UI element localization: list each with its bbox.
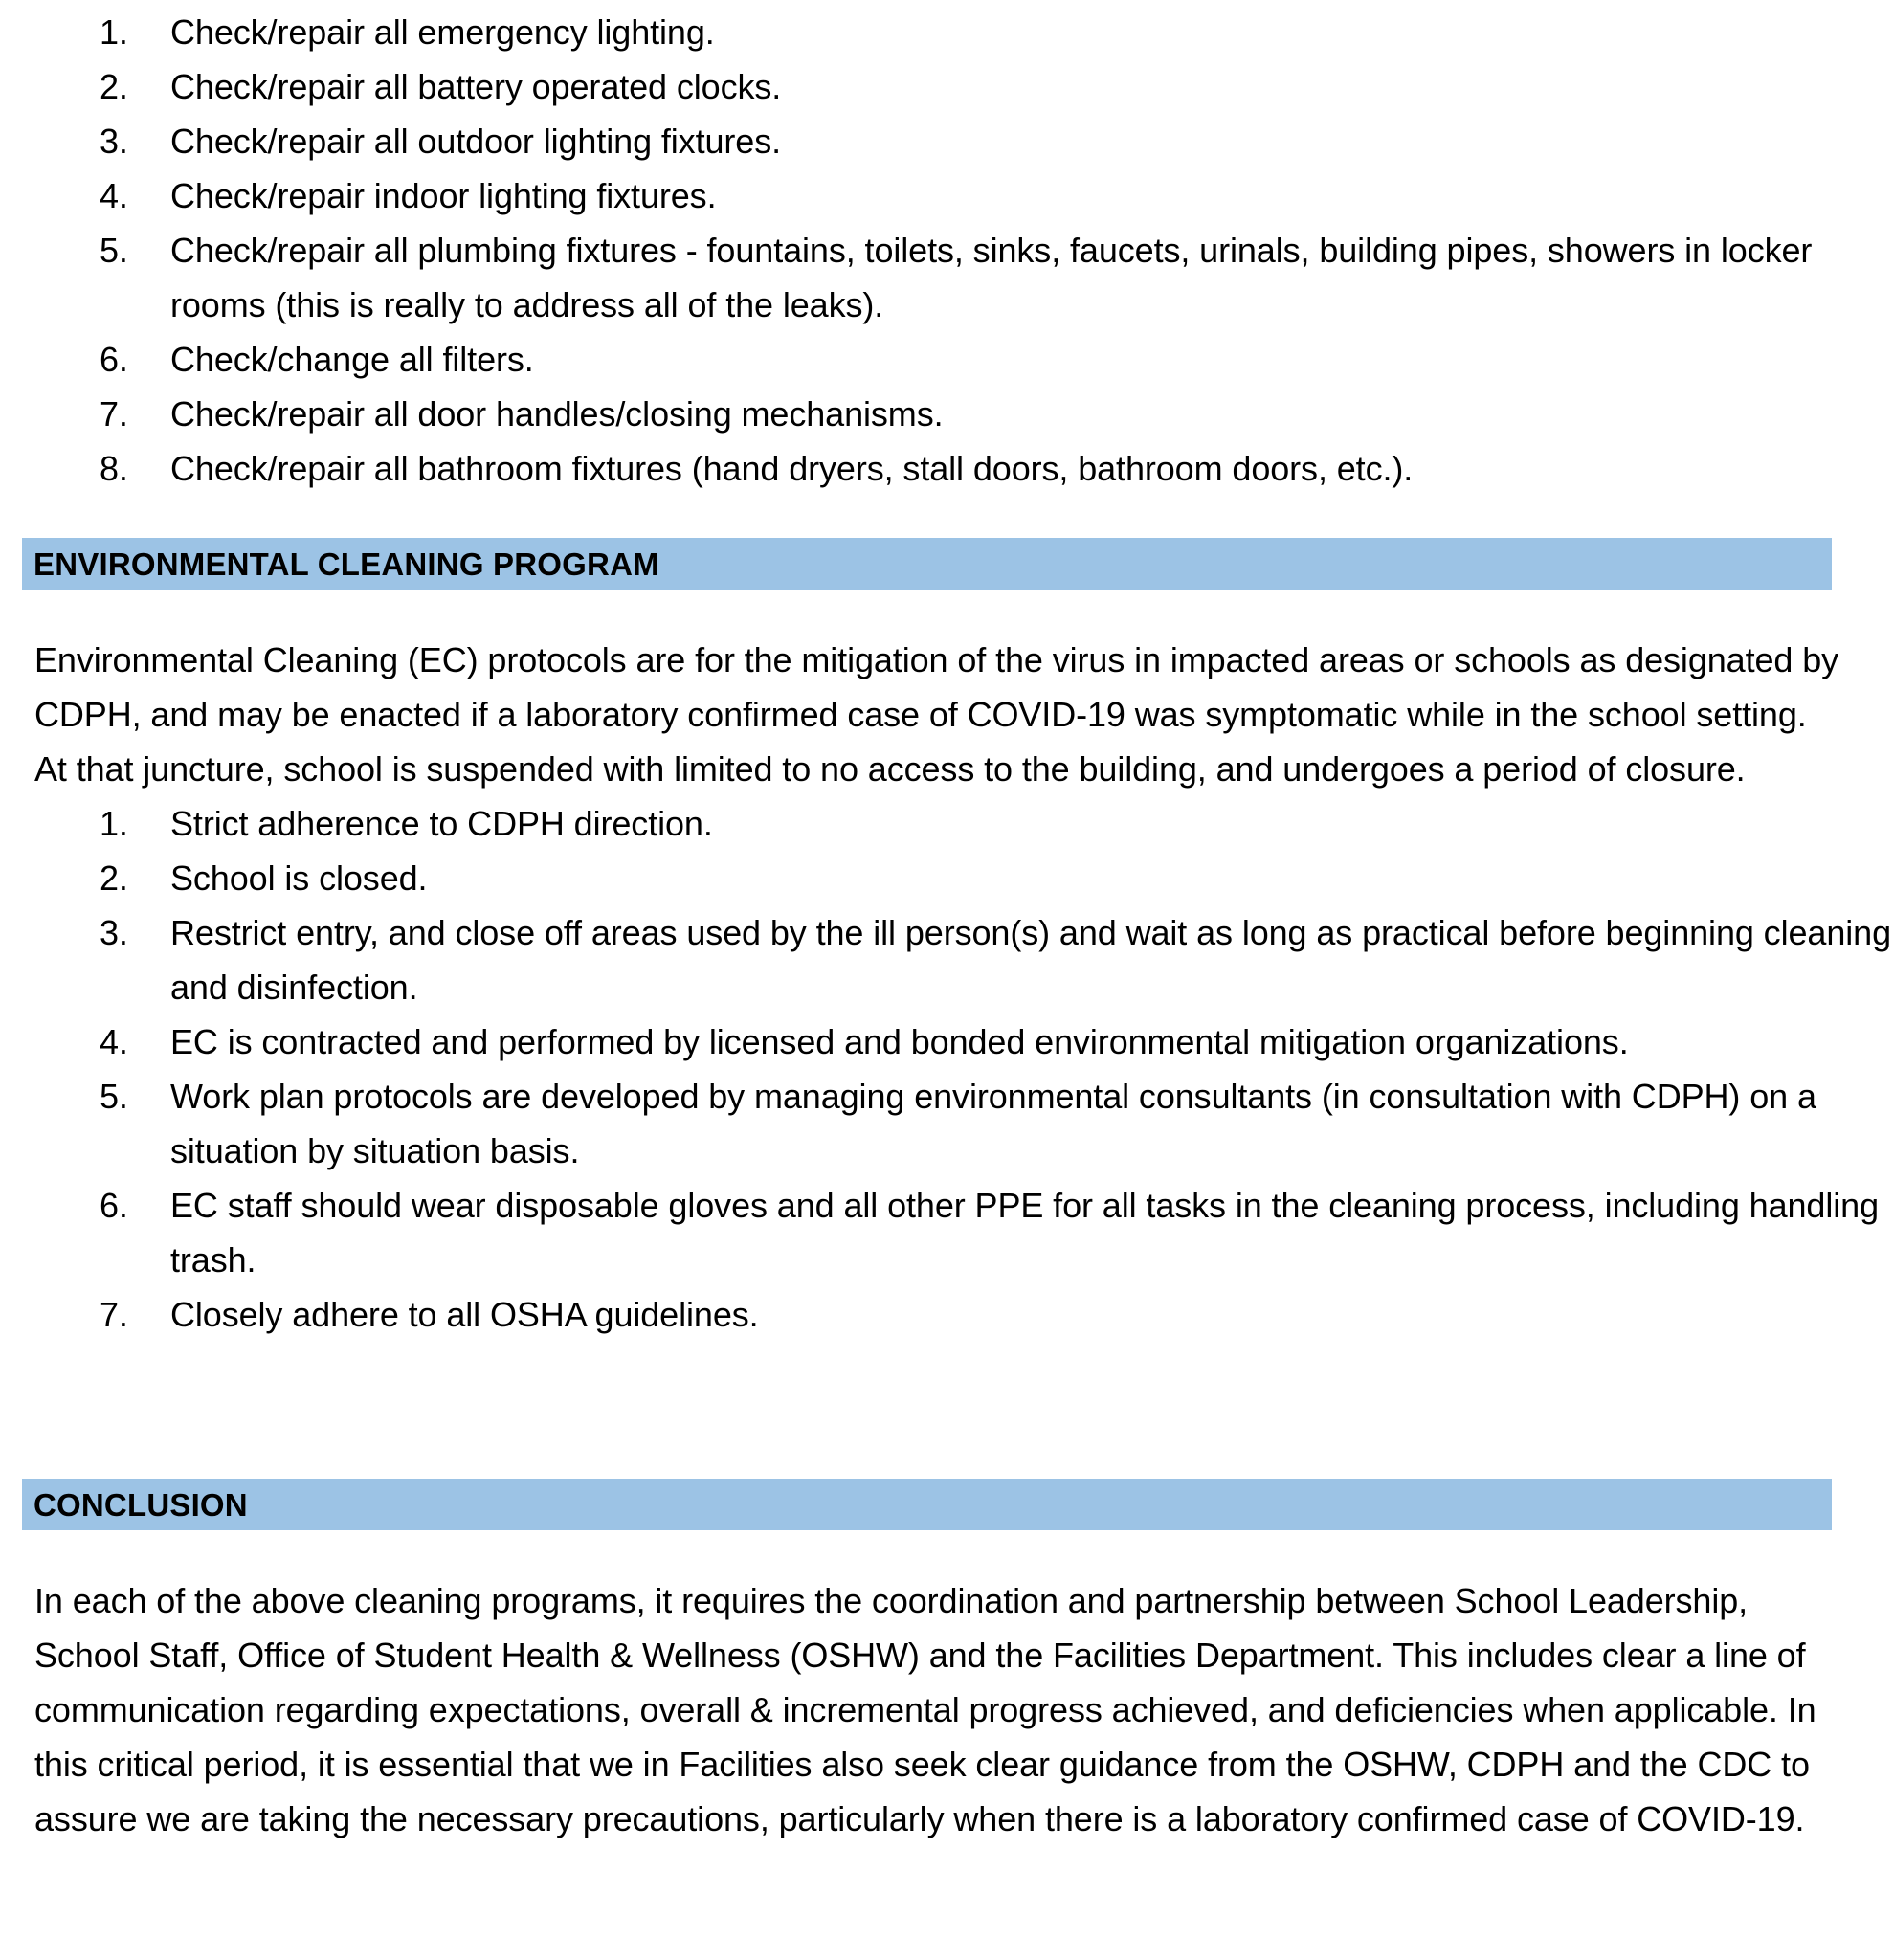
list-item-text: Check/repair all emergency lighting.	[170, 12, 715, 52]
list-marker: 6.	[100, 1186, 128, 1225]
list-item-text: Strict adherence to CDPH direction.	[170, 804, 713, 843]
list-marker: 5.	[100, 1077, 128, 1116]
list-marker: 1.	[100, 12, 128, 52]
list-item-text: Check/repair all door handles/closing mechanisms.	[170, 394, 944, 434]
list-item-text: EC is contracted and performed by licensed and bonded environmental mitigation organizations.	[170, 1022, 1629, 1061]
list-item	[0, 796, 1894, 851]
list-marker: 3.	[100, 913, 128, 952]
list-item	[0, 905, 1894, 1014]
section-heading-label: CONCLUSION	[33, 1486, 248, 1523]
list-marker: 5.	[100, 231, 128, 270]
list-item	[0, 851, 1894, 905]
section-heading-conclusion	[22, 1479, 1832, 1530]
list-item-text: Check/repair all bathroom fixtures (hand dryers, stall doors, bathroom doors, etc.).	[170, 449, 1414, 488]
list-item	[0, 441, 1894, 496]
list-marker: 8.	[100, 449, 128, 488]
list-item	[0, 114, 1894, 168]
list-item	[0, 1178, 1894, 1287]
list-item-text: EC staff should wear disposable gloves and all other PPE for all tasks in the cleaning process, including handling trash.	[170, 1186, 1879, 1280]
list-item-text: School is closed.	[170, 858, 428, 898]
list-item	[0, 59, 1894, 114]
list-marker: 2.	[100, 67, 128, 106]
list-marker: 4.	[100, 1022, 128, 1061]
list-item-text: Check/repair all outdoor lighting fixtures.	[170, 122, 782, 161]
list-item-text: Check/repair indoor lighting fixtures.	[170, 176, 717, 215]
list-marker: 3.	[100, 122, 128, 161]
maintenance-checklist	[0, 0, 1894, 496]
list-marker: 4.	[100, 176, 128, 215]
section-heading-label: ENVIRONMENTAL CLEANING PROGRAM	[33, 546, 659, 582]
list-marker: 7.	[100, 394, 128, 434]
environmental-cleaning-intro-paragraph: Environmental Cleaning (EC) protocols are for the mitigation of the virus in impacted areas or schools as designated by CDPH, and may be enacted if a laboratory confirmed case of COVID-19 was symptomatic while in the school setting. At that juncture, school is suspended with limited to no access to the building, and undergoes a period of closure.	[34, 640, 1839, 789]
list-item-text: Restrict entry, and close off areas used by the ill person(s) and wait as long as practical before beginning cleaning and disinfection.	[170, 913, 1891, 1007]
list-item	[0, 1014, 1894, 1069]
list-item-text: Closely adhere to all OSHA guidelines.	[170, 1295, 759, 1334]
list-item-text: Check/change all filters.	[170, 340, 534, 379]
environmental-cleaning-list	[0, 796, 1894, 1342]
list-item-text: Check/repair all battery operated clocks.	[170, 67, 782, 106]
list-item	[0, 168, 1894, 223]
maintenance-checklist-list	[0, 5, 1894, 496]
list-item	[0, 1069, 1894, 1178]
conclusion-paragraph: In each of the above cleaning programs, it requires the coordination and partnership between School Leadership, School Staff, Office of Student Health & Wellness (OSHW) and the Facilities Department. This includes clear a line of communication regarding expectations, overall & incremental progress achieved, and deficiencies when applicable. In this critical period, it is essential that we in Facilities also seek clear guidance from the OSHW, CDPH and the CDC to assure we are taking the necessary precautions, particularly when there is a laboratory confirmed case of COVID-19.	[34, 1581, 1816, 1838]
spacer	[0, 1342, 1894, 1479]
list-marker: 1.	[100, 804, 128, 843]
spacer	[0, 496, 1894, 538]
spacer	[0, 590, 1894, 633]
list-item	[0, 387, 1894, 441]
list-item	[0, 5, 1894, 59]
list-item-text: Work plan protocols are developed by managing environmental consultants (in consultation with CDPH) on a situation by situation basis.	[170, 1077, 1816, 1170]
list-item	[0, 1287, 1894, 1342]
list-item-text: Check/repair all plumbing fixtures - fountains, toilets, sinks, faucets, urinals, building pipes, showers in locker rooms (this is really to address all of the leaks).	[170, 231, 1813, 324]
list-item	[0, 223, 1894, 332]
list-item	[0, 332, 1894, 387]
list-marker: 7.	[100, 1295, 128, 1334]
list-marker: 2.	[100, 858, 128, 898]
section-heading-environmental-cleaning	[22, 538, 1832, 590]
list-marker: 6.	[100, 340, 128, 379]
spacer	[0, 1530, 1894, 1573]
